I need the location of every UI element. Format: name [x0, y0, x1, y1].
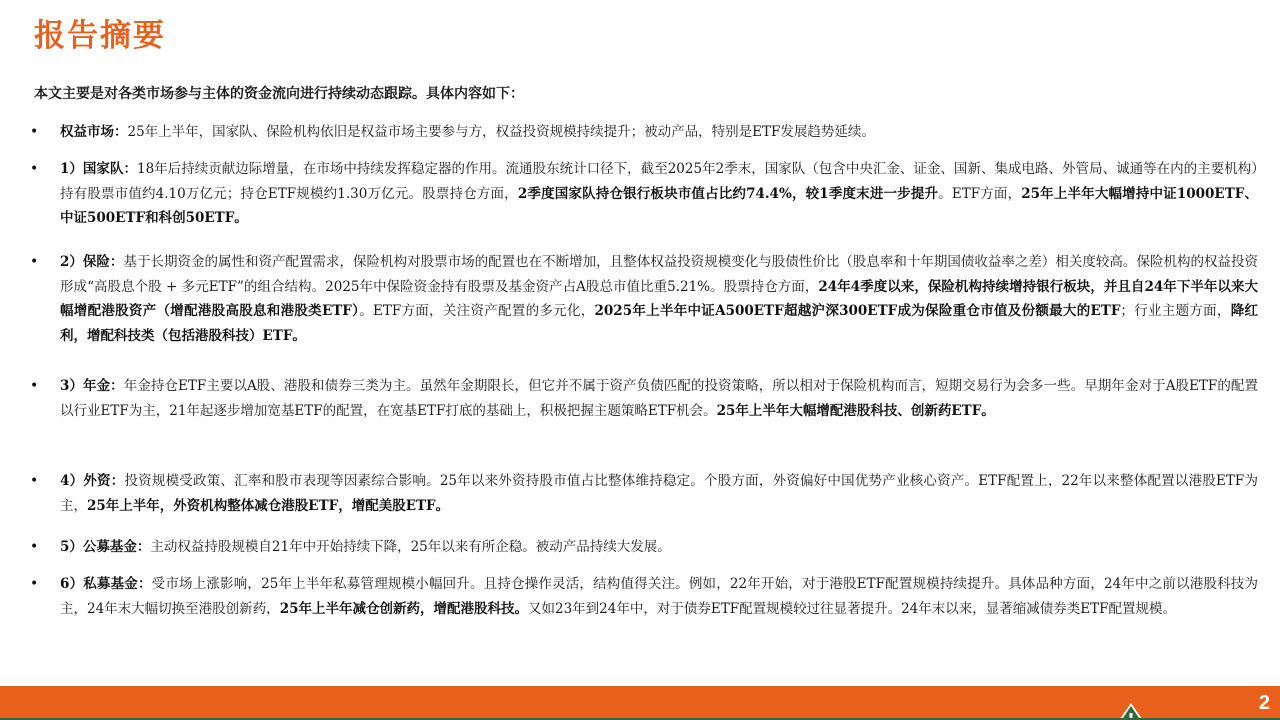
bold-text-segment: 4）外资：: [60, 473, 125, 489]
footer-bar: [0, 686, 1280, 720]
item-text: [60, 250, 1258, 348]
bold-text-segment: 24年4季度以来，保险机构持续增持银行板块，并且自24年下半年以来大幅增配港股资产（增配港股高股息和港股类ETF）: [60, 278, 1259, 319]
text-segment: 又如23年到24年中，对于债券ETF配置规模较过往显著提升。24年末以来，显著缩减债券类ETF配置规模。: [527, 600, 1176, 617]
bold-text-segment: 25年上半年，外资机构整体减仓港股ETF，增配美股ETF。: [87, 497, 450, 514]
bullet-dot-icon: •: [30, 576, 39, 592]
bold-text-segment: 25年上半年减仓创新药，增配港股科技。: [279, 600, 528, 617]
bullet-dot-icon: •: [30, 378, 39, 394]
page-number: 2: [1258, 692, 1270, 714]
text-segment: 25年上半年，国家队、保险机构依旧是权益市场主要参与方，权益投资规模持续提升；被动产品，特别是ETF发展趋势延续。: [127, 124, 875, 140]
list-item: [30, 120, 1258, 145]
list-item: [30, 374, 1258, 423]
bold-text-segment: 2）保险：: [60, 254, 124, 270]
intro-text: 本文主要是对各类市场参与主体的资金流向进行持续动态跟踪。具体内容如下：: [34, 86, 524, 102]
text-segment: 基于长期资金的属性和资产配置需求，保险机构对股票市场的配置也在不断增加，且整体权益投资规模变化与股债性价比（股息率和十年期国债收益率之差）相关度较高。保险机构的权益投资形成“高股息个股 + 多元ETF”的组合结构。2025年中保险资金持有股票及基金资产占A股总市值比重5.21%。股票持仓方面，: [60, 254, 1258, 295]
bullet-dot-icon: •: [30, 161, 39, 177]
item-text: [60, 120, 1258, 145]
bold-text-segment: 6）私募基金：: [60, 576, 152, 592]
text-segment: 年金持仓ETF主要以A股、港股和债券三类为主。虽然年金期限长，但它并不属于资产负债匹配的投资策略，所以相对于保险机构而言，短期交易行为会多一些。早期年金对于A股ETF的配置以行业ETF为主，21年起逐步增加宽基ETF的配置，在宽基ETF打底的基础上，积极把握主题策略ETF机会。: [60, 378, 1258, 419]
bullet-dot-icon: •: [30, 254, 39, 270]
text-segment: 。ETF方面，: [938, 185, 1022, 202]
list-item: [30, 250, 1258, 348]
list-item: [30, 535, 1258, 560]
text-segment: 。ETF方面，关注资产配置的多元化，: [359, 303, 595, 319]
bold-text-segment: 5）公募基金：: [60, 539, 151, 555]
bold-text-segment: 2025年上半年中证A500ETF超越沪深300ETF成为保险重仓市值及份额最大的ETF: [594, 303, 1121, 319]
list-item: [30, 469, 1258, 518]
text-segment: 受市场上涨影响，25年上半年私募管理规模小幅回升。且持仓操作灵活，结构值得关注。例如，22年开始，对于港股ETF配置规模持续提升。具体品种方面，24年中之前以港股科技为主，24年末大幅切换至港股创新药，: [60, 576, 1258, 617]
bold-text-segment: 降红利，增配科技类（包括港股科技）ETF。: [60, 303, 1259, 344]
item-text: [60, 157, 1258, 231]
bold-text-segment: 权益市场：: [60, 124, 128, 140]
bullet-dot-icon: •: [30, 124, 39, 140]
text-segment: 18年后持续贡献边际增量，在市场中持续发挥稳定器的作用。流通股东统计口径下，截至2025年2季末，国家队（包含中央汇金、证金、国新、集成电路、外管局、诚通等在内的主要机构）持有股票市值约4.10万亿元；持仓ETF规模约1.30万亿元。股票持仓方面，: [60, 161, 1258, 202]
bold-text-segment: 1）国家队：: [60, 161, 137, 177]
item-text: [60, 469, 1258, 518]
bold-text-segment: 25年上半年大幅增配港股科技、创新药ETF。: [716, 402, 995, 419]
bullet-dot-icon: •: [30, 473, 39, 489]
text-segment: 主动权益持股规模自21年中开始持续下降，25年以来有所企稳。被动产品持续大发展。: [150, 539, 671, 555]
bold-text-segment: 3）年金：: [60, 378, 124, 394]
item-text: [60, 535, 1258, 560]
item-text: [60, 572, 1258, 621]
text-segment: 投资规模受政策、汇率和股市表现等因素综合影响。25年以来外资持股市值占比整体维持稳定。个股方面，外资偏好中国优势产业核心资产。ETF配置上，22年以来整体配置以港股ETF为主，: [60, 473, 1258, 514]
page-title: 报告摘要: [34, 18, 166, 54]
bold-text-segment: 2季度国家队持仓银行板块市值占比约74.4%，较1季度末进一步提升: [517, 185, 939, 202]
bullet-dot-icon: •: [30, 539, 39, 555]
bold-text-segment: 25年上半年大幅增持中证1000ETF、中证500ETF和科创50ETF。: [60, 185, 1259, 226]
list-item: [30, 157, 1258, 231]
item-text: [60, 374, 1258, 423]
list-item: [30, 572, 1258, 621]
text-segment: ；行业主题方面，: [1120, 303, 1231, 319]
